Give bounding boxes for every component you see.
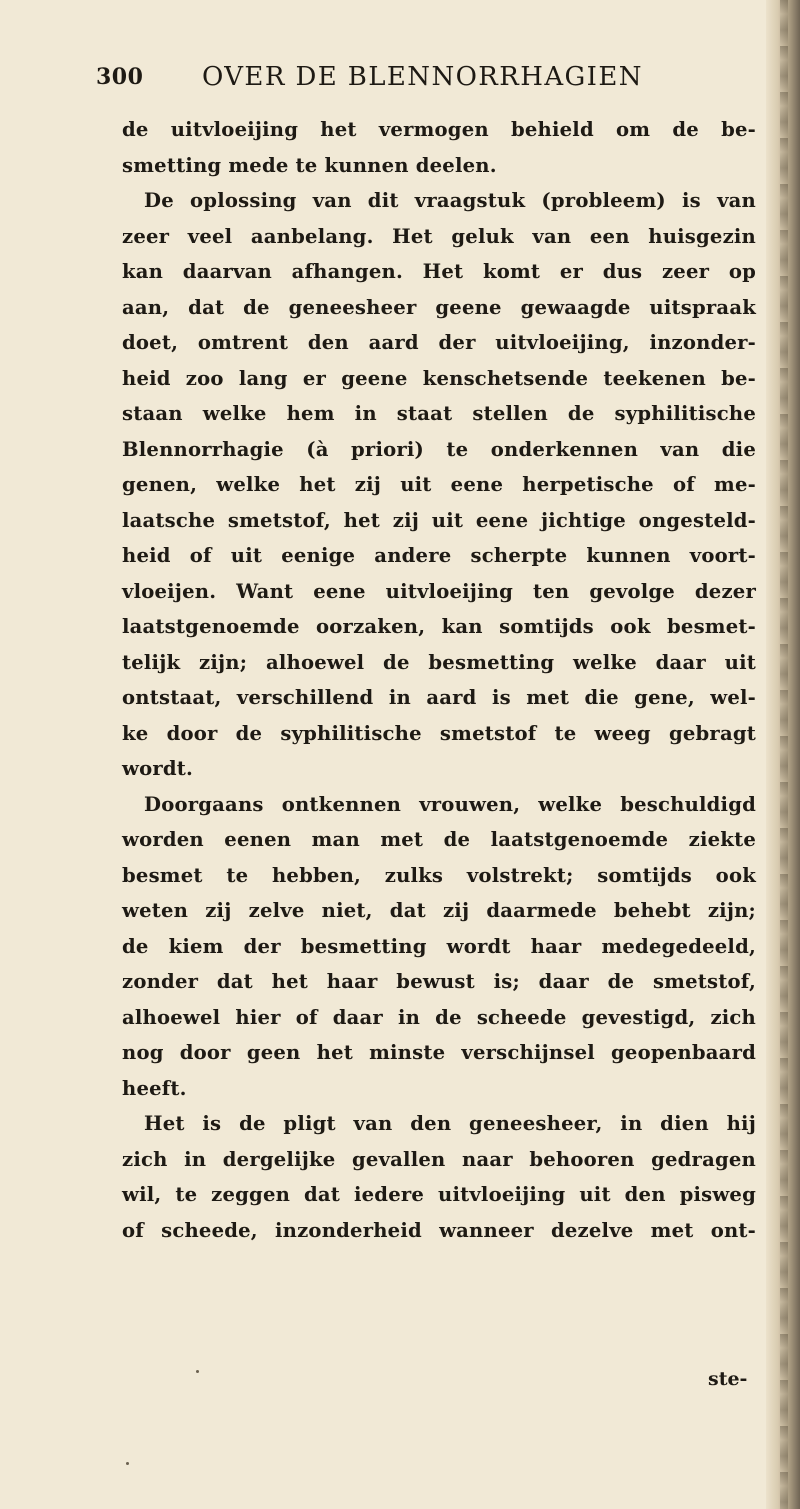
paper-speck [126,1462,129,1465]
text-line: de kiem der besmetting wordt haar medegedeeld, [122,934,756,958]
text-line: wil, te zeggen dat iedere uitvloeijing uit den pisweg [122,1183,756,1206]
text-line: weten zij zelve niet, dat zij daarmede behebt zijn; [122,899,756,922]
text-line: zonder dat het haar bewust is; daar de smetstof, [122,970,756,993]
catchword: ste- [708,1368,748,1390]
text-line: heeft. [122,1076,187,1100]
text-line: vloeijen. Want eene uitvloeijing ten gevolge dezer [122,579,756,603]
text-line: wordt. [122,757,194,780]
text-line: heid of uit eenige andere scherpte kunnen voort- [122,544,756,567]
text-line: doet, omtrent den aard der uitvloeijing, inzonder- [122,331,756,354]
text-line: alhoewel hier of daar in de scheede gevestigd, zich [122,1005,756,1029]
page-edge [766,0,800,1509]
paper-speck [196,1370,199,1373]
running-title: OVER DE BLENNORRHAGIEN [202,62,643,92]
text-line: kan daarvan afhangen. Het komt er dus zeer op [122,260,756,283]
text-line: nog door geen het minste verschijnsel geopenbaard [122,1041,756,1064]
text-line: staan welke hem in staat stellen de syphilitische [122,402,756,425]
text-line: Het is de pligt van den geneesheer, in dien hij [144,1112,756,1135]
text-line: heid zoo lang er geene kenschetsende teekenen be- [122,366,756,390]
page-number: 300 [96,64,144,90]
text-line: smetting mede te kunnen deelen. [122,153,497,177]
text-line: laatstgenoemde oorzaken, kan somtijds ook besmet- [122,615,756,638]
text-line: De oplossing van dit vraagstuk (probleem) is van [144,189,756,212]
text-line: worden eenen man met de laatstgenoemde ziekte [122,828,756,851]
text-line: telijk zijn; alhoewel de besmetting welke daar uit [122,650,756,674]
text-line: zeer veel aanbelang. Het geluk van een huisgezin [122,224,756,248]
page-header [96,62,756,98]
text-line: Blennorrhagie (à priori) te onderkennen van die [122,437,756,461]
text-line: genen, welke het zij uit eene herpetische of me- [122,473,756,496]
text-line: de uitvloeijing het vermogen behield om de be- [122,118,756,141]
text-line: besmet te hebben, zulks volstrekt; somtijds ook [122,863,756,887]
text-line: ke door de syphilitische smetstof te weeg gebragt [122,721,756,745]
text-line: zich in dergelijke gevallen naar behooren gedragen [122,1147,756,1171]
text-line: laatsche smetstof, het zij uit eene jichtige ongesteld- [122,508,756,532]
text-line: Doorgaans ontkennen vrouwen, welke beschuldigd [144,792,756,816]
text-line: of scheede, inzonderheid wanneer dezelve met ont- [122,1218,756,1242]
text-line: aan, dat de geneesheer geene gewaagde uitspraak [122,295,756,319]
body-text [122,112,756,1248]
text-line: ontstaat, verschillend in aard is met die gene, wel- [122,686,756,709]
